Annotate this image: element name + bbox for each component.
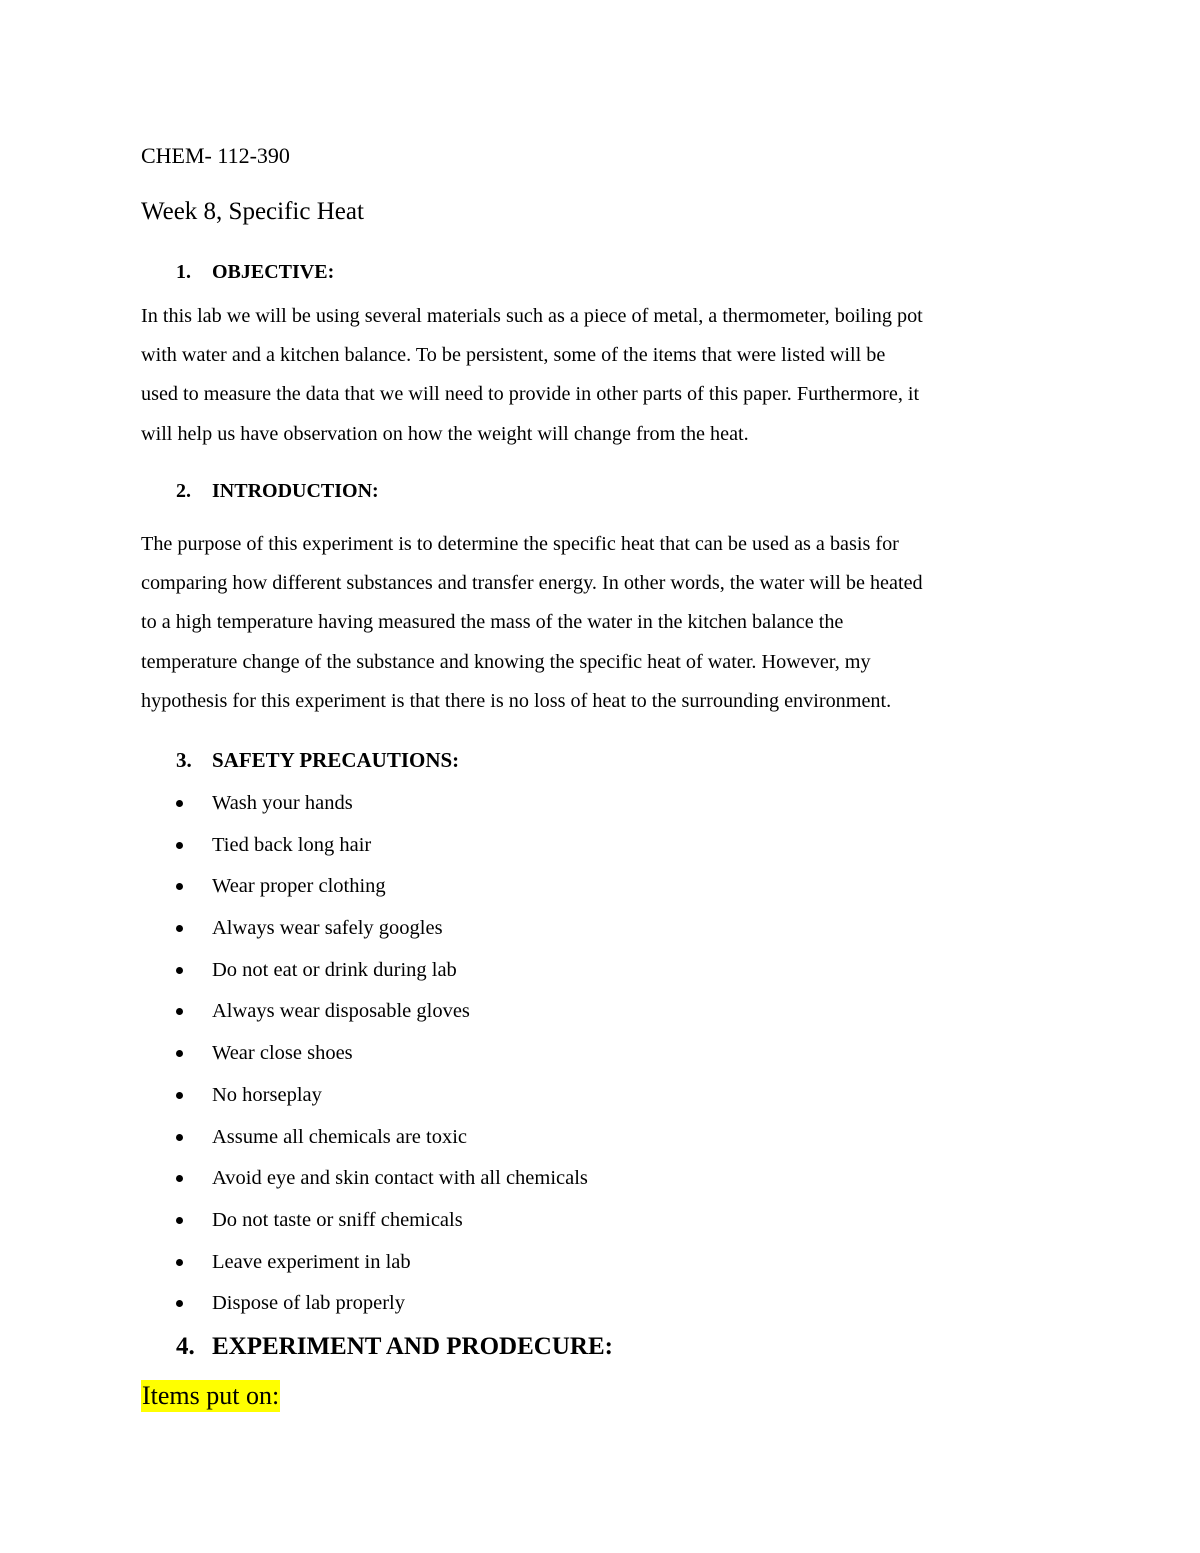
paragraph-line: will help us have observation on how the weight will change from the heat. <box>141 422 749 445</box>
course-code: CHEM- 112-390 <box>141 143 290 168</box>
list-item <box>176 1286 588 1328</box>
experiment-heading <box>176 1332 613 1362</box>
section-heading-text: EXPERIMENT AND PRODECURE: <box>212 1333 613 1360</box>
bullet-icon <box>176 1008 183 1015</box>
paragraph-line: comparing how different substances and transfer energy. In other words, the water will be heated <box>141 572 923 595</box>
list-item-text: Wash your hands <box>212 792 353 814</box>
bullet-icon <box>176 1175 183 1182</box>
list-item-text: No horseplay <box>212 1083 322 1106</box>
list-item-text: Wear proper clothing <box>212 875 386 898</box>
list-item-text: Leave experiment in lab <box>212 1250 411 1273</box>
bullet-icon <box>176 1259 183 1266</box>
introduction-paragraph <box>141 525 1061 721</box>
list-item <box>176 1120 588 1162</box>
bullet-icon <box>176 1300 183 1307</box>
list-item <box>176 1078 588 1120</box>
objective-heading <box>176 260 334 284</box>
items-put-on-highlight: Items put on: <box>142 1381 280 1410</box>
bullet-icon <box>176 883 183 890</box>
bullet-icon <box>176 1092 183 1099</box>
section-number: 1. <box>176 261 191 283</box>
paragraph-line: used to measure the data that we will need to provide in other parts of this paper. Furthermore, it <box>141 383 920 406</box>
list-item <box>176 994 588 1036</box>
paragraph-line: with water and a kitchen balance. To be persistent, some of the items that were listed will be <box>141 344 886 367</box>
list-item-text: Assume all chemicals are toxic <box>212 1125 468 1148</box>
paragraph-line: to a high temperature having measured the mass of the water in the kitchen balance the <box>141 611 844 634</box>
list-item <box>176 953 588 995</box>
safety-list <box>176 786 588 1328</box>
list-item-text: Tied back long hair <box>212 833 372 856</box>
list-item-text: Wear close shoes <box>212 1042 353 1065</box>
paragraph-line: In this lab we will be using several materials such as a piece of metal, a thermometer, boiling pot <box>141 305 923 327</box>
list-item <box>176 1036 588 1078</box>
list-item-text: Avoid eye and skin contact with all chemicals <box>212 1167 588 1190</box>
bullet-icon <box>176 1217 183 1224</box>
paragraph-line: hypothesis for this experiment is that there is no loss of heat to the surrounding environment. <box>141 689 892 712</box>
list-item <box>176 786 588 828</box>
introduction-heading <box>176 479 379 503</box>
list-item-text: Dispose of lab properly <box>212 1292 405 1315</box>
objective-paragraph <box>141 297 1061 454</box>
list-item-text: Do not eat or drink during lab <box>212 958 457 981</box>
list-item <box>176 911 588 953</box>
paragraph-line: The purpose of this experiment is to determine the specific heat that can be used as a basis for <box>141 533 899 555</box>
list-item <box>176 828 588 870</box>
section-heading-text: INTRODUCTION: <box>212 480 379 502</box>
section-number: 4. <box>176 1333 195 1360</box>
bullet-icon <box>176 842 183 849</box>
bullet-icon <box>176 800 183 807</box>
section-number: 3. <box>176 748 192 772</box>
list-item <box>176 1161 588 1203</box>
bullet-icon <box>176 1134 183 1141</box>
section-heading-text: SAFETY PRECAUTIONS: <box>212 748 460 772</box>
bullet-icon <box>176 967 183 974</box>
list-item-text: Always wear disposable gloves <box>212 1000 470 1023</box>
section-number: 2. <box>176 480 191 502</box>
section-heading-text: OBJECTIVE: <box>212 261 335 283</box>
safety-heading <box>176 748 459 772</box>
list-item <box>176 1203 588 1245</box>
list-item <box>176 1245 588 1287</box>
list-item-text: Do not taste or sniff chemicals <box>212 1208 463 1231</box>
list-item-text: Always wear safely googles <box>212 917 443 940</box>
bullet-icon <box>176 925 183 932</box>
document-title: Week 8, Specific Heat <box>141 198 364 225</box>
list-item <box>176 869 588 911</box>
paragraph-line: temperature change of the substance and knowing the specific heat of water. However, my <box>141 650 871 673</box>
bullet-icon <box>176 1050 183 1057</box>
